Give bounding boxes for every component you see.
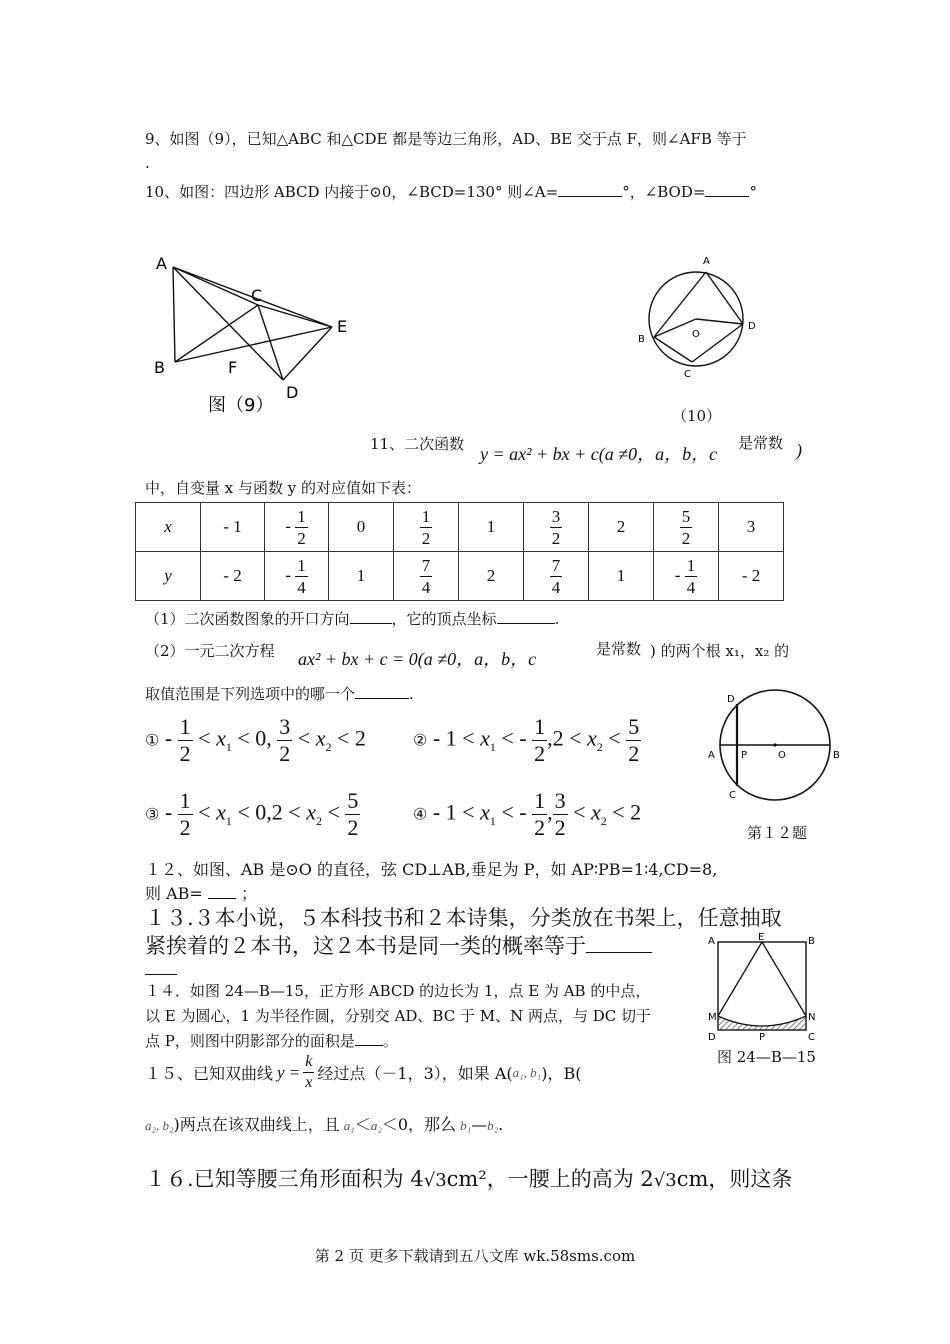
q10-text: [145, 181, 757, 202]
q13-blank-cont: [145, 974, 177, 975]
q15-formula-y: y =: [277, 1062, 301, 1082]
q11-sub2-line2: [145, 683, 414, 704]
q12-line1: １２、如图、AB 是⊙O 的直径，弦 CD⊥AB,垂足为 P，如 AP∶PB=1∶4,CD=8,: [145, 860, 718, 879]
q11-sub2-line2-end: .: [409, 685, 414, 703]
q15-part-d: )两点在该双曲线上，且: [173, 1115, 340, 1134]
option-4-label: ④: [413, 806, 428, 824]
table-cell: 3: [719, 503, 784, 552]
q11-formula: y = ax² + bx + c(a ≠0，a，b，c: [480, 444, 718, 464]
option-2: ② - $1 < x_1$ < - $\frac{1}{2}$ $,2 < x_2$ < $\frac{5}{2}$: [413, 714, 640, 766]
fig2415-label-n: N: [808, 1012, 816, 1023]
table-cell: $\frac{1}{2}$: [394, 503, 459, 552]
fig12-caption: 第１２题: [747, 824, 808, 842]
table-cell: $\frac{7}{4}$: [394, 552, 459, 601]
option-4: ④ - $1 < x_1$ < - $\frac{1}{2}$ , $\frac{3}{2}$ < $x_2 < 2$: [413, 788, 642, 840]
table-cell: $\frac{7}{4}$: [524, 552, 589, 601]
q15-line2: [145, 1112, 503, 1135]
q15-part-e: ＜0，那么: [381, 1115, 457, 1134]
q14-line3: [145, 1030, 398, 1051]
q16-root2: √3: [653, 1170, 677, 1191]
q16-root1: √3: [423, 1170, 447, 1191]
q11-sub2-blank: [355, 684, 409, 699]
q11-sub2-lead: （2）一元二次方程: [145, 642, 275, 660]
fig10-label-d: D: [748, 321, 756, 332]
table-cell: 1: [589, 552, 654, 601]
table-cell: $\frac{5}{2}$: [654, 503, 719, 552]
fig10-label-b: B: [638, 334, 645, 345]
q15-a1b1: a₁, b₁: [512, 1064, 542, 1080]
table-cell: 2: [459, 552, 524, 601]
q11-sub1-blank-a: [350, 609, 392, 624]
q15-b2: b₂: [487, 1118, 499, 1133]
fig2415-caption: 图 24—B—15: [717, 1048, 816, 1066]
table-cell: 1: [329, 552, 394, 601]
q10-part-a: 10、如图：四边形 ABCD 内接于⊙0，∠BCD=130° 则∠A=: [145, 183, 559, 201]
q15-line1: [145, 1054, 581, 1091]
table-cell: - $\frac{1}{2}$: [265, 503, 329, 552]
q14-blank: [355, 1031, 383, 1046]
table-cell: - 1: [201, 503, 265, 552]
fig12-label-a: A: [708, 750, 715, 761]
option-2-label: ②: [413, 732, 428, 750]
q11-sub2-line2-text: 取值范围是下列选项中的哪一个: [145, 685, 356, 703]
q12-line2: [145, 881, 257, 904]
q11-sub1-b: ，它的顶点坐标: [391, 610, 497, 628]
q11-sub2-formula: ax² + bx + c = 0(a ≠0，a，b，c: [298, 649, 537, 669]
fig2415-label-c: C: [808, 1032, 815, 1042]
table-cell: - $\frac{1}{4}$: [654, 552, 719, 601]
fig2415-label-m: M: [708, 1012, 717, 1023]
fig9-label-f: F: [228, 358, 238, 377]
fig2415-label-a: A: [708, 936, 715, 947]
q14-line2: 以 E 为圆心，1 为半径作圆，分别交 AD、BC 于 M、N 两点，与 DC 切于: [145, 1007, 652, 1025]
q9-text: 9、如图（9），已知△ABC 和△CDE 都是等边三角形，AD、BE 交于点 F，则∠AFB 等于: [145, 130, 747, 148]
fig12-label-c: C: [729, 790, 736, 801]
q16-line: [145, 1163, 792, 1193]
q14-line3-a: 点 P，则图中阴影部分的面积是: [145, 1032, 355, 1050]
q15-b1: b₁: [460, 1118, 472, 1133]
fig12-label-p: P: [741, 750, 748, 761]
q15-a2b2: a₂, b₂: [145, 1118, 174, 1133]
fig10-caption: （10）: [672, 407, 722, 425]
q11-sub1-c: .: [554, 610, 560, 628]
q15-dash: —: [471, 1115, 488, 1134]
page-footer: 第 2 页 更多下载请到五八文库 wk.58sms.com: [314, 1247, 636, 1265]
fig10-label-a: A: [703, 256, 710, 267]
table-cell: 2: [589, 503, 654, 552]
fig2415-label-d: D: [708, 1032, 716, 1042]
q11-line2: 中，自变量 x 与函数 y 的对应值如下表：: [145, 479, 422, 497]
fig12-label-d: D: [727, 694, 735, 705]
q10-part-b: °，∠BOD=: [622, 183, 706, 201]
fig2415-label-e: E: [758, 932, 765, 943]
fig2415-label-b: B: [808, 936, 815, 947]
option-1: ① - $\frac{1}{2}$ < $x_1 < 0$, $\frac{3}{2}$ < $x_2 < 2$: [145, 714, 366, 766]
q10-blank-b: [705, 182, 749, 197]
q15-part-a: １５、已知双曲线: [145, 1064, 274, 1083]
q15-part-c: )，B(: [541, 1064, 582, 1083]
q15-part-b: 经过点（－1，3），如果 A(: [317, 1064, 513, 1083]
table-cell: - 2: [201, 552, 265, 601]
q13-line2-text: 紧挨着的２本书，这２本书是同一类的概率等于: [145, 934, 586, 958]
fig9-label-d: D: [286, 383, 299, 402]
option-3-label: ③: [145, 806, 160, 824]
q15-fraction-num: k: [303, 1054, 314, 1073]
table-cell: - 2: [719, 552, 784, 601]
q15-lt: ＜: [354, 1115, 371, 1134]
q13-line2: [145, 930, 652, 960]
figure-12: [700, 686, 850, 816]
q12-blank: [208, 884, 236, 899]
q16-part-c: cm，则这条: [676, 1167, 793, 1191]
q12-line2-a: 则 AB=: [145, 884, 203, 903]
table-row-y: [136, 552, 784, 601]
fig9-label-e: E: [337, 317, 348, 336]
fig2415-label-p: P: [759, 1032, 766, 1042]
table-row-x: [136, 503, 784, 552]
fig10-label-c: C: [684, 369, 691, 380]
figure-24-b-15: [706, 930, 818, 1042]
q12-line2-b: ；: [241, 884, 258, 903]
q11-sub2-tail: ) 的两个根 x₁，x₂ 的: [650, 642, 790, 660]
fig10-label-o: O: [692, 329, 700, 340]
table-header-x: x: [136, 503, 201, 552]
q11-small: 是常数: [738, 434, 784, 452]
fig12-label-b: B: [833, 750, 840, 761]
q13-blank: [586, 932, 652, 953]
fig12-label-o: O: [778, 750, 786, 761]
q11-close: ): [796, 440, 802, 460]
q16-part-a: １６.已知等腰三角形面积为 4: [145, 1167, 424, 1191]
q15-end: .: [498, 1115, 504, 1134]
figure-9: [140, 245, 370, 425]
fig9-label-b: B: [154, 358, 165, 377]
q11-sub1-a: （1）二次函数图象的开口方向: [145, 610, 350, 628]
figure-10: [630, 245, 765, 400]
q15-a2: a₂: [370, 1118, 382, 1133]
q11-sub1-blank-b: [497, 609, 555, 624]
table-cell: $\frac{3}{2}$: [524, 503, 589, 552]
q11-sub2-small: 是常数: [596, 640, 642, 658]
fig9-label-c: C: [251, 286, 263, 305]
q15-a1: a₁: [343, 1118, 355, 1133]
q13-line1: １３.３本小说，５本科技书和２本诗集，分类放在书架上，任意抽取: [145, 906, 782, 930]
option-1-label: ①: [145, 732, 160, 750]
table-cell: 1: [459, 503, 524, 552]
value-table: [135, 502, 784, 601]
q14-line1: １４．如图 24—B—15，正方形 ABCD 的边长为 1，点 E 为 AB 的中点，: [145, 982, 651, 1000]
table-cell: - $\frac{1}{4}$: [265, 552, 329, 601]
fig9-caption: 图（9）: [208, 395, 274, 416]
q11-sub1: [145, 608, 559, 629]
q10-part-c: °: [749, 183, 757, 201]
q15-fraction: [303, 1054, 314, 1091]
q10-blank-a: [558, 182, 622, 197]
q16-part-b: cm²，一腰上的高为 2: [446, 1167, 654, 1191]
q9-cont: .: [145, 154, 150, 172]
table-cell: 0: [329, 503, 394, 552]
q15-fraction-den: x: [305, 1074, 313, 1091]
fig9-label-a: A: [156, 254, 167, 273]
table-header-y: y: [136, 552, 201, 601]
q14-line3-b: 。: [382, 1032, 398, 1050]
option-3: ③ - $\frac{1}{2}$ < $x_1 < 0,2 < x_2$ < $\frac{5}{2}$: [145, 788, 359, 840]
q11-lead: 11、二次函数: [370, 435, 465, 453]
